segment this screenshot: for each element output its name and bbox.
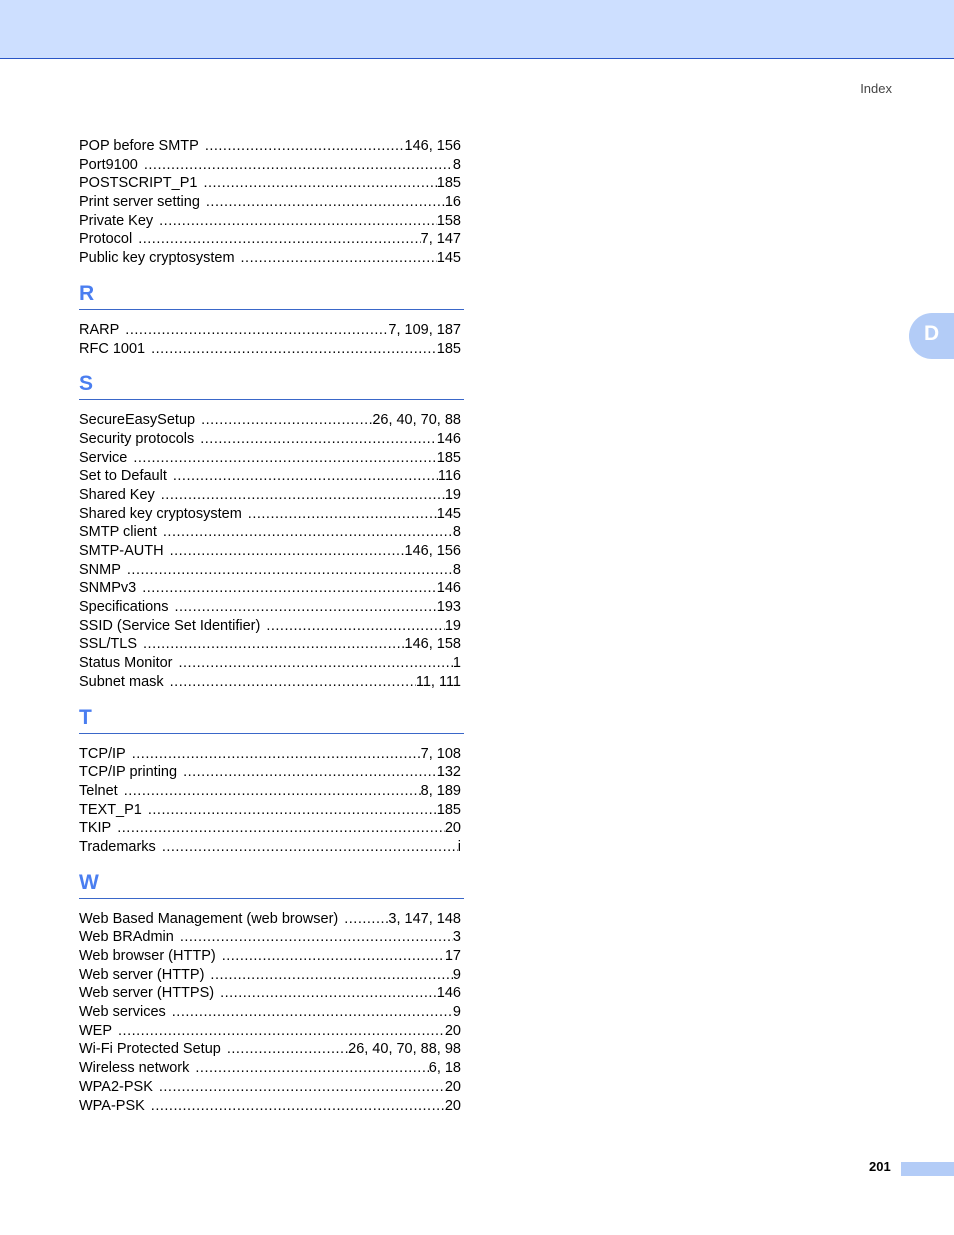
- section-letter: S: [79, 372, 94, 396]
- dot-leader: [338, 910, 388, 929]
- index-term: SecureEasySetup: [79, 412, 196, 429]
- dot-leader: [166, 1003, 453, 1022]
- index-pages: 132: [436, 764, 461, 781]
- index-entry: [79, 340, 461, 359]
- dot-leader: [164, 542, 405, 561]
- index-entry: [79, 1022, 461, 1041]
- index-term: Port9100: [79, 156, 138, 173]
- index-entry: [79, 673, 461, 692]
- appendix-tab-letter: D: [924, 322, 940, 345]
- index-pages: 8: [452, 561, 461, 578]
- index-pages: 20: [444, 1097, 461, 1114]
- index-group-s: [79, 411, 464, 691]
- index-pages: 19: [444, 617, 461, 634]
- dot-leader: [242, 505, 437, 524]
- index-term: Specifications: [79, 599, 169, 616]
- dot-leader: [177, 763, 437, 782]
- dot-leader: [126, 745, 421, 764]
- index-term: SMTP-AUTH: [79, 543, 164, 559]
- index-pages: 116: [437, 468, 461, 485]
- index-pages: 185: [436, 801, 461, 818]
- index-entry: [79, 321, 461, 340]
- index-pages: 158: [436, 212, 461, 229]
- index-term: POP before SMTP: [79, 138, 199, 154]
- index-pages: 7, 147: [420, 231, 461, 248]
- index-pages: 17: [444, 948, 461, 964]
- index-term: WEP: [79, 1022, 113, 1039]
- index-entry: [79, 617, 461, 636]
- dot-leader: [145, 1097, 445, 1116]
- index-term: Print server setting: [79, 194, 200, 211]
- index-term: Wireless network: [79, 1060, 190, 1077]
- index-term: RFC 1001: [79, 340, 146, 357]
- section-heading-t: [79, 705, 464, 734]
- dot-leader: [112, 1022, 445, 1041]
- index-term: Shared Key: [79, 486, 155, 503]
- index-term: Protocol: [79, 231, 133, 248]
- index-term: Web BRAdmin: [79, 929, 174, 946]
- index-entry: [79, 542, 461, 561]
- index-pages: 193: [436, 599, 461, 616]
- index-pages: 146, 156: [404, 138, 461, 154]
- index-entry: [79, 819, 461, 838]
- index-entry: [79, 579, 461, 598]
- dot-leader: [136, 579, 437, 598]
- dot-leader: [195, 411, 372, 430]
- index-entry: [79, 505, 461, 524]
- dot-leader: [119, 321, 388, 340]
- index-entry: [79, 411, 461, 430]
- index-entry: [79, 1003, 461, 1022]
- dot-leader: [111, 819, 445, 838]
- index-term: Shared key cryptosystem: [79, 505, 242, 522]
- index-group-t: [79, 745, 464, 857]
- index-term: RARP: [79, 321, 120, 338]
- index-entry: [79, 193, 461, 212]
- section-heading-s: [79, 374, 464, 400]
- index-entry: [79, 1059, 461, 1078]
- index-group-p: [79, 137, 464, 268]
- dot-leader: [153, 212, 437, 231]
- index-pages: 3, 147, 148: [388, 910, 461, 927]
- index-term: Web Based Management (web browser): [79, 910, 339, 927]
- index-term: Security protocols: [79, 430, 195, 447]
- index-entry: [79, 486, 461, 505]
- index-entry: [79, 782, 461, 801]
- index-term: Set to Default: [79, 468, 167, 485]
- index-term: TCP/IP: [79, 745, 126, 762]
- index-entry: [79, 838, 461, 857]
- index-entry: [79, 137, 461, 156]
- index-term: Telnet: [79, 782, 118, 799]
- index-pages: 146: [436, 430, 461, 447]
- index-term: SMTP client: [79, 524, 157, 541]
- index-pages: 20: [444, 820, 461, 837]
- index-term: Web browser (HTTP): [79, 948, 216, 964]
- index-entry: [79, 598, 461, 617]
- index-entry: [79, 966, 461, 985]
- index-entry: [79, 523, 461, 542]
- index-entry: [79, 212, 461, 231]
- index-term: POSTSCRIPT_P1: [79, 175, 198, 192]
- dot-leader: [118, 782, 421, 801]
- dot-leader: [216, 947, 445, 966]
- index-entry: [79, 654, 461, 673]
- dot-leader: [132, 230, 420, 249]
- page-number: 201: [869, 1159, 891, 1174]
- dot-leader: [153, 1078, 445, 1097]
- index-pages: i: [457, 838, 461, 855]
- dot-leader: [194, 430, 437, 449]
- index-pages: 11, 111: [415, 673, 461, 690]
- dot-leader: [138, 156, 453, 175]
- dot-leader: [168, 598, 436, 617]
- index-pages: 185: [436, 175, 461, 192]
- dot-leader: [137, 635, 405, 654]
- dot-leader: [121, 561, 453, 580]
- dot-leader: [197, 174, 436, 193]
- index-group-r: [79, 321, 464, 358]
- section-heading-w: [79, 870, 464, 899]
- dot-leader: [145, 340, 437, 359]
- index-entry: [79, 745, 461, 764]
- index-entry: [79, 984, 461, 1003]
- index-pages: 146, 156: [404, 543, 461, 559]
- index-term: Web server (HTTP): [79, 966, 205, 983]
- index-entry: [79, 467, 461, 486]
- index-term: Service: [79, 449, 128, 466]
- dot-leader: [157, 523, 453, 542]
- index-pages: 6, 18: [428, 1060, 461, 1077]
- index-term: SNMPv3: [79, 580, 137, 597]
- dot-leader: [235, 249, 437, 268]
- index-pages: 26, 40, 70, 88, 98: [348, 1041, 461, 1058]
- section-heading-r: [79, 281, 464, 310]
- page-number-bar: [901, 1162, 954, 1176]
- index-pages: 146, 158: [404, 636, 461, 653]
- index-pages: 185: [436, 340, 461, 357]
- index-term: Wi-Fi Protected Setup: [79, 1041, 221, 1058]
- index-term: Subnet mask: [79, 673, 164, 690]
- index-entry: [79, 910, 461, 929]
- index-pages: 20: [444, 1022, 461, 1039]
- index-pages: 7, 109, 187: [388, 321, 461, 338]
- index-entry: [79, 1097, 461, 1116]
- index-pages: 7, 108: [420, 745, 461, 762]
- index-group-w: [79, 910, 464, 1116]
- index-entry: [79, 174, 461, 193]
- index-term: TKIP: [79, 820, 112, 837]
- header-band: [0, 0, 954, 59]
- index-term: Web server (HTTPS): [79, 985, 215, 1002]
- dot-leader: [156, 838, 458, 857]
- dot-leader: [173, 654, 453, 673]
- index-term: SSID (Service Set Identifier): [79, 617, 261, 634]
- dot-leader: [164, 673, 416, 692]
- index-pages: 146: [436, 580, 461, 597]
- index-term: SSL/TLS: [79, 636, 138, 653]
- index-entry: [79, 249, 461, 268]
- dot-leader: [214, 984, 437, 1003]
- index-pages: 19: [444, 486, 461, 503]
- index-entry: [79, 449, 461, 468]
- index-entry: [79, 1040, 461, 1059]
- dot-leader: [199, 137, 405, 156]
- dot-leader: [204, 966, 453, 985]
- index-entry: [79, 561, 461, 580]
- index-pages: 8, 189: [420, 782, 461, 799]
- index-pages: 145: [436, 250, 461, 267]
- index-pages: 145: [436, 505, 461, 522]
- dot-leader: [167, 467, 438, 486]
- index-term: TCP/IP printing: [79, 764, 178, 781]
- index-entry: [79, 763, 461, 782]
- appendix-tab: [909, 313, 954, 359]
- index-pages: 26, 40, 70, 88: [372, 412, 461, 429]
- index-entry: [79, 947, 461, 966]
- index-column: [79, 137, 464, 1115]
- index-pages: 20: [444, 1078, 461, 1095]
- dot-leader: [174, 928, 453, 947]
- index-entry: [79, 430, 461, 449]
- index-entry: [79, 230, 461, 249]
- index-term: WPA-PSK: [79, 1097, 145, 1114]
- index-term: WPA2-PSK: [79, 1078, 153, 1095]
- index-pages: 9: [452, 966, 461, 983]
- index-pages: 9: [452, 1004, 461, 1021]
- index-entry: [79, 928, 461, 947]
- index-entry: [79, 635, 461, 654]
- index-entry: [79, 156, 461, 175]
- index-term: Status Monitor: [79, 655, 173, 672]
- index-term: SNMP: [79, 561, 121, 578]
- section-letter: T: [79, 705, 92, 729]
- dot-leader: [200, 193, 445, 212]
- dot-leader: [155, 486, 445, 505]
- dot-leader: [260, 617, 445, 636]
- index-entry: [79, 801, 461, 820]
- header-section-label: Index: [860, 81, 892, 96]
- index-entry: [79, 1078, 461, 1097]
- dot-leader: [127, 449, 436, 468]
- index-pages: 8: [452, 156, 461, 173]
- index-pages: 146: [436, 985, 461, 1002]
- index-pages: 8: [452, 524, 461, 541]
- section-letter: R: [79, 281, 95, 305]
- dot-leader: [142, 801, 437, 820]
- index-term: TEXT_P1: [79, 801, 142, 818]
- index-pages: 185: [436, 449, 461, 466]
- section-letter: W: [79, 870, 99, 894]
- dot-leader: [189, 1059, 428, 1078]
- dot-leader: [221, 1040, 348, 1059]
- index-term: Web services: [79, 1004, 166, 1021]
- index-pages: 16: [444, 194, 461, 211]
- index-term: Public key cryptosystem: [79, 250, 235, 267]
- index-term: Trademarks: [79, 838, 156, 855]
- index-term: Private Key: [79, 212, 154, 229]
- index-pages: 3: [452, 929, 461, 946]
- index-pages: 1: [452, 655, 461, 672]
